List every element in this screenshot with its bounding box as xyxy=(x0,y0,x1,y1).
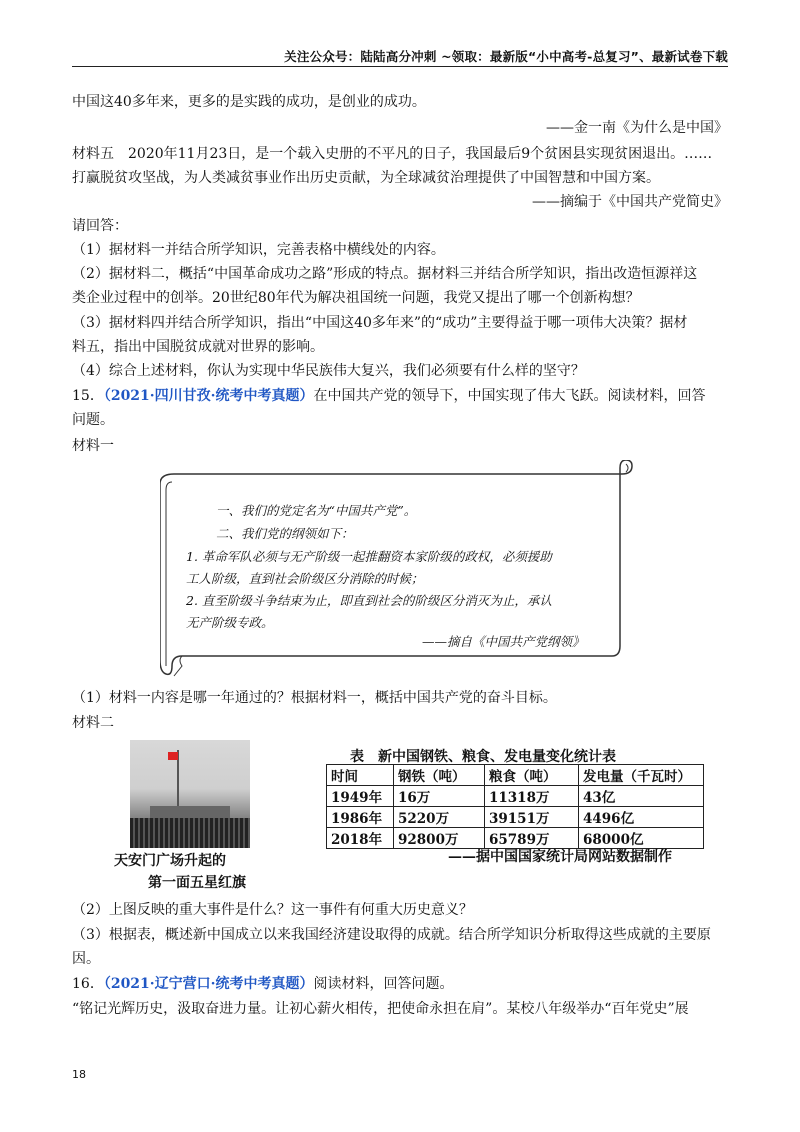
statistics-table xyxy=(326,764,704,849)
table-title: 表 新中国钢铁、粮食、发电量变化统计表 xyxy=(350,749,616,765)
scroll-line: 工人阶级，直到社会阶级区分消除的时候； xyxy=(186,571,424,586)
source-line: ——摘编于《中国共产党简史》 xyxy=(532,194,728,210)
problem-text: 在中国共产党的领导下，中国实现了伟大飞跃。阅读材料，回答 xyxy=(313,388,706,404)
flag-icon xyxy=(168,752,178,760)
material-label: 材料一 xyxy=(72,438,114,454)
question: （3）根据表，概述新中国成立以来我国经济建设取得的成就。结合所学知识分析取得这些成就的主要原 xyxy=(72,927,711,943)
problem-number: 16． xyxy=(72,976,104,992)
table-header-cell: 发电量（千瓦时） xyxy=(579,765,704,786)
text-line: 中国这40多年来，更多的是实践的成功，是创业的成功。 xyxy=(72,94,426,110)
scroll-line: 一、我们的党定名为“中国共产党”。 xyxy=(216,503,417,518)
table-cell: 1949年 xyxy=(327,786,394,807)
source-line: ——金一南《为什么是中国》 xyxy=(546,120,728,136)
material-label: 材料二 xyxy=(72,715,114,731)
question: 料五，指出中国脱贫成就对世界的影响。 xyxy=(72,339,324,355)
problem-text: 阅读材料，回答问题。 xyxy=(313,976,454,992)
table-header-cell: 粮食（吨） xyxy=(485,765,579,786)
table-source: ——据中国国家统计局网站数据制作 xyxy=(448,849,672,865)
question: 类企业过程中的创举。20世纪80年代为解决祖国统一问题，我党又提出了哪一个创新构想？ xyxy=(72,290,640,306)
scroll-source: ——摘自《中国共产党纲领》 xyxy=(422,634,585,649)
photo-caption: 第一面五星红旗 xyxy=(148,875,246,891)
question: （3）据材料四并结合所学知识，指出“中国这40多年来”的“成功”主要得益于哪一项伟大决策？据材 xyxy=(72,315,688,331)
text-line: 材料五 2020年11月23日，是一个载入史册的不平凡的日子，我国最后9个贫困县实现贫困退出。…… xyxy=(72,146,713,162)
table-cell: 4496亿 xyxy=(579,807,704,828)
question: （1）材料一内容是哪一年通过的？根据材料一，概括中国共产党的奋斗目标。 xyxy=(72,690,557,706)
question: （2）上图反映的重大事件是什么？这一事件有何重大历史意义？ xyxy=(72,902,473,918)
table-cell: 43亿 xyxy=(579,786,704,807)
text-line: 问题。 xyxy=(72,412,114,428)
photo-caption: 天安门广场升起的 xyxy=(114,853,226,869)
table-cell: 11318万 xyxy=(485,786,579,807)
problem-source-tag: （2021·四川甘孜·统考中考真题） xyxy=(103,388,314,404)
scroll-line: 2. 直至阶级斗争结束为止，即直到社会的阶级区分消灭为止，承认 xyxy=(186,593,552,608)
problem-15-heading xyxy=(72,386,706,406)
problem-number: 15． xyxy=(72,388,104,404)
table-row xyxy=(327,786,704,807)
problem-16-heading xyxy=(72,974,454,994)
table-header-row xyxy=(327,765,704,786)
scroll-line: 1. 革命军队必须与无产阶级一起推翻资本家阶级的政权，必须援助 xyxy=(186,549,552,564)
table-header-cell: 钢铁（吨） xyxy=(394,765,485,786)
scroll-material xyxy=(160,460,638,678)
crowd xyxy=(130,818,250,848)
table-cell: 1986年 xyxy=(327,807,394,828)
table-header-cell: 时间 xyxy=(327,765,394,786)
page-number: 18 xyxy=(72,1068,86,1081)
table-cell: 16万 xyxy=(394,786,485,807)
scroll-line: 二、我们党的纲领如下： xyxy=(216,526,354,541)
scroll-line: 无产阶级专政。 xyxy=(186,615,274,630)
question: 因。 xyxy=(72,951,100,967)
table-cell: 65789万 xyxy=(485,828,579,849)
problem-source-tag: （2021·辽宁营口·统考中考真题） xyxy=(103,976,314,992)
question: （4）综合上述材料，你认为实现中华民族伟大复兴，我们必须要有什么样的坚守？ xyxy=(72,363,585,379)
table-row xyxy=(327,807,704,828)
question: （2）据材料二，概括“中国革命成功之路”形成的特点。据材料三并结合所学知识，指出改造恒源祥这 xyxy=(72,266,698,282)
text-line: “铭记光辉历史，汲取奋进力量。让初心薪火相传，把使命永担在肩”。某校八年级举办“百年党史”展 xyxy=(72,1001,689,1017)
tiananmen-flag-photo xyxy=(130,740,250,848)
table-cell: 5220万 xyxy=(394,807,485,828)
table-cell: 39151万 xyxy=(485,807,579,828)
text-line: 打赢脱贫攻坚战，为人类减贫事业作出历史贡献，为全球减贫治理提供了中国智慧和中国方案。 xyxy=(72,170,660,186)
text-line: 请回答： xyxy=(72,218,128,234)
table-cell: 68000亿 xyxy=(579,828,704,849)
header-rule xyxy=(72,66,728,67)
table-cell: 92800万 xyxy=(394,828,485,849)
page-header: 关注公众号：陆陆高分冲刺 ~领取：最新版“小中高考-总复习”、最新试卷下载 xyxy=(284,49,728,64)
table-cell: 2018年 xyxy=(327,828,394,849)
question: （1）据材料一并结合所学知识，完善表格中横线处的内容。 xyxy=(72,242,445,258)
